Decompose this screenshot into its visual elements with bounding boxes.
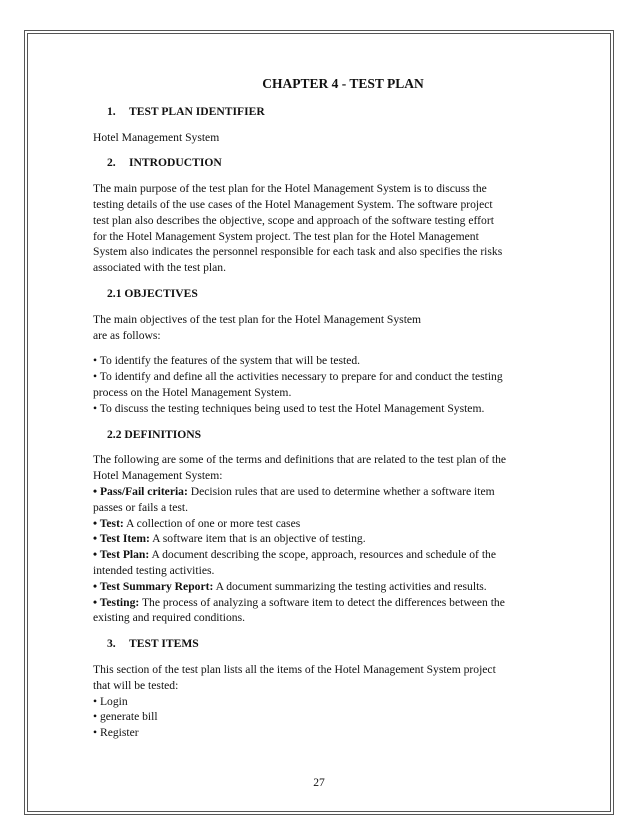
- definition-text: existing and required conditions.: [93, 611, 245, 625]
- paragraph-line: The main objectives of the test plan for the Hotel Management System: [93, 312, 422, 326]
- section-number: 3.: [107, 637, 116, 651]
- definition-item: [93, 547, 553, 563]
- section-title: TEST ITEMS: [129, 637, 199, 651]
- paragraph-line: System also indicates the personnel responsible for each task and also specifies the risks: [93, 245, 503, 259]
- definition-text: A document describing the scope, approach, resources and schedule of the: [149, 548, 496, 562]
- section-heading-2: [93, 155, 553, 171]
- paragraph-line: The following are some of the terms and definitions that are related to the test plan of the: [93, 453, 507, 467]
- section-1-text: Hotel Management System: [93, 130, 220, 144]
- paragraph-line: The main purpose of the test plan for the Hotel Management System is to discuss the: [93, 182, 487, 196]
- section-heading-1: [93, 104, 553, 120]
- document-body: [93, 76, 553, 751]
- paragraph-line: for the Hotel Management System project. The test plan for the Hotel Management: [93, 229, 479, 243]
- paragraph-line: testing details of the use cases of the Hotel Management System. The software project: [93, 197, 493, 211]
- paragraph-line: that will be tested:: [93, 678, 179, 692]
- definition-item: [93, 484, 553, 500]
- section-number: 2.: [107, 156, 116, 170]
- paragraph-line: are as follows:: [93, 328, 161, 342]
- definition-term: • Pass/Fail criteria:: [93, 484, 188, 498]
- section-heading-3: [93, 636, 553, 652]
- list-item: • To identify and define all the activities necessary to prepare for and conduct the testing: [93, 370, 503, 384]
- list-item: • generate bill: [93, 710, 158, 724]
- definition-item: [93, 500, 553, 516]
- list-item: • Login: [93, 694, 128, 708]
- definition-text: The process of analyzing a software item to detect the differences between the: [139, 595, 505, 609]
- chapter-title: CHAPTER 4 - TEST PLAN: [262, 76, 424, 91]
- definition-item: [93, 516, 553, 532]
- definition-text: Decision rules that are used to determine whether a software item: [187, 484, 495, 498]
- definition-text: A collection of one or more test cases: [123, 516, 301, 530]
- objectives-intro: [93, 312, 553, 344]
- paragraph-line: This section of the test plan lists all the items of the Hotel Management System project: [93, 662, 496, 676]
- introduction-paragraph: [93, 181, 553, 276]
- list-item: • To identify the features of the system that will be tested.: [93, 354, 361, 368]
- list-item: • To discuss the testing techniques being used to test the Hotel Management System.: [93, 401, 485, 415]
- section-heading-2-1: 2.1 OBJECTIVES: [107, 286, 198, 300]
- section-number: 1.: [107, 104, 116, 118]
- page-number: 27: [313, 776, 325, 789]
- definition-term: • Test Summary Report:: [93, 579, 214, 593]
- definition-item: [93, 579, 553, 595]
- test-items-block: [93, 662, 553, 741]
- objectives-list: [93, 353, 553, 416]
- definition-item: [93, 531, 553, 547]
- definition-term: • Test:: [93, 516, 124, 530]
- section-heading-2-2: 2.2 DEFINITIONS: [107, 427, 202, 441]
- section-title: INTRODUCTION: [129, 156, 222, 170]
- paragraph-line: test plan also describes the objective, scope and approach of the software testing effort: [93, 213, 494, 227]
- definition-item: [93, 610, 553, 626]
- definition-term: • Test Plan:: [93, 548, 150, 562]
- paragraph-line: associated with the test plan.: [93, 261, 226, 275]
- section-title: TEST PLAN IDENTIFIER: [129, 104, 265, 118]
- definition-text: passes or fails a test.: [93, 500, 188, 514]
- definition-term: • Testing:: [93, 595, 140, 609]
- definition-text: intended testing activities.: [93, 563, 215, 577]
- definitions-block: [93, 452, 553, 626]
- list-item: process on the Hotel Management System.: [93, 385, 292, 399]
- definition-text: A document summarizing the testing activities and results.: [213, 579, 487, 593]
- definition-text: A software item that is an objective of testing.: [149, 532, 366, 546]
- definition-item: [93, 563, 553, 579]
- paragraph-line: Hotel Management System:: [93, 469, 223, 483]
- definition-term: • Test Item:: [93, 532, 150, 546]
- list-item: • Register: [93, 726, 139, 740]
- definition-item: [93, 595, 553, 611]
